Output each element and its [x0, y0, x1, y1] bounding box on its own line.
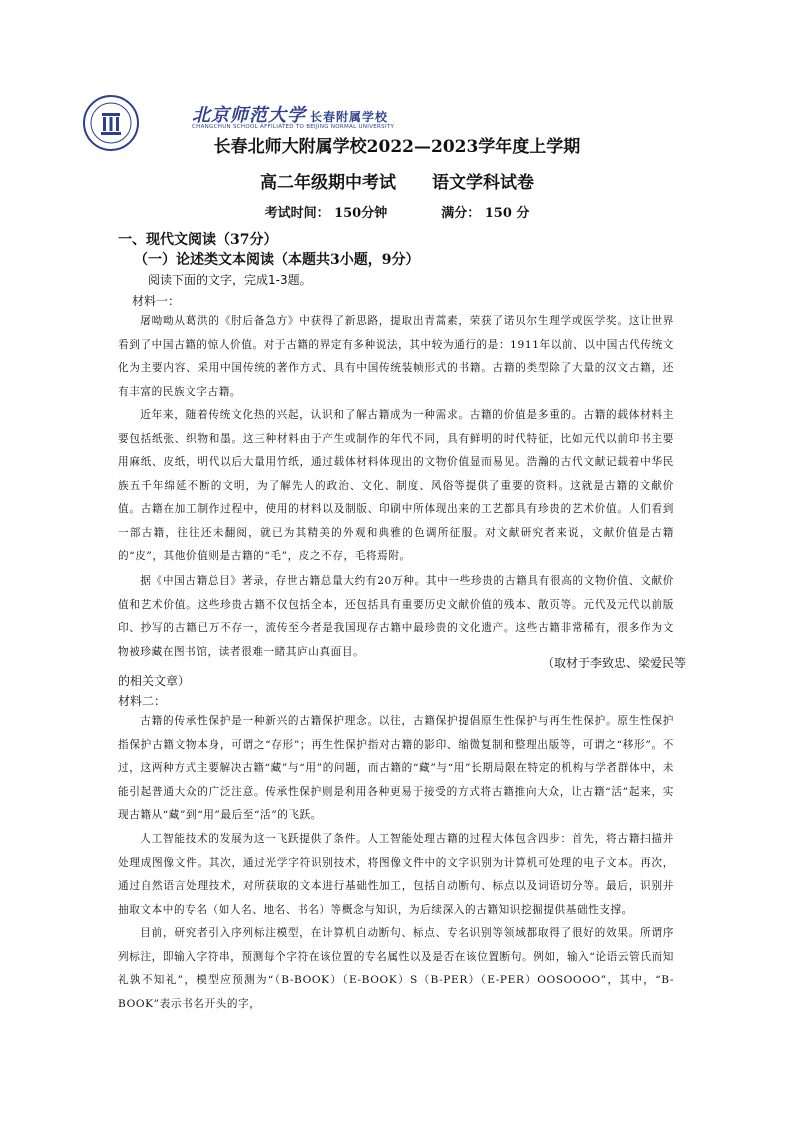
exam-info	[0, 202, 794, 221]
paragraph: 目前，研究者引入序列标注模型，在计算机自动断句、标点、专名识别等领域都取得了很好的效果。所谓序列标注，即输入字符串，预测每个字符在该位置的专名属性以及是否在该位置断句。例如，输入“论语云管氏而知礼孰不知礼”，模型应预测为“（B-BOOK）（E-BOOK）S（B-PER）（E-PER）OOSOOOO”，其中，“B-BOOK”表示书名开头的字，	[118, 927, 674, 1010]
subsection-heading: （一）论述类文本阅读（本题共3小题，9分）	[134, 252, 420, 268]
source-note-continued: 的相关文章）	[118, 674, 191, 688]
exam-subject: 语文学科试卷	[432, 173, 534, 193]
material1-label: 材料一：	[132, 294, 181, 308]
paragraph: 人工智能技术的发展为这一飞跃提供了条件。人工智能处理古籍的过程大体包含四步：首先，将古籍扫描并处理成图像文件。其次，通过光学字符识别技术，将图像文件中的文字识别为计算机可处理的电子文本。再次，通过自然语言处理技术，对所获取的文本进行基础性加工，包括自动断句、标点以及词语切分等。最后，识别并抽取文本中的专名（如人名、地名、书名）等概念与知识，为后续深入的古籍知识挖掘提供基础性支撑。	[118, 833, 674, 916]
exam-name: 高二年级期中考试	[260, 173, 396, 193]
material2-label: 材料二：	[118, 694, 167, 708]
section-heading: 一、现代文阅读（37分）	[118, 232, 278, 248]
paragraph: 屠呦呦从葛洪的《肘后备急方》中获得了新思路，提取出青蒿素，荣获了诺贝尔生理学或医学奖。这让世界看到了中国古籍的惊人价值。对于古籍的界定有多种说法，其中较为通行的是：1911年以前、以中国古代传统文化为主要内容、采用中国传统的著作方式、具有中国传统装帧形式的书籍。古籍的类型除了大量的汉文古籍，还有丰富的民族文字古籍。	[118, 315, 674, 398]
school-logo-english: CHANGCHUN SCHOOL AFFILIATED TO BEIJING NORMAL UNIVERSITY	[192, 124, 395, 130]
school-logo-text: 北京师范大学 长春附属学校	[192, 105, 389, 126]
reading-instruction: 阅读下面的文字，完成1-3题。	[148, 273, 312, 287]
exam-time: 考试时间： 150分钟	[264, 206, 388, 221]
source-note: （取材于李致忠、梁爱民等	[541, 656, 686, 670]
school-title: 长春北师大附属学校2022—2023学年度上学期	[213, 137, 581, 157]
paragraph: 近年来，随着传统文化热的兴起，认识和了解古籍成为一种需求。古籍的价值是多重的。古籍的载体材料主要包括纸张、织物和墨。这三种材料由于产生或制作的年代不同，具有鲜明的时代特征，比如元代以前印书主要用麻纸、皮纸，明代以后大量用竹纸，通过载体材料体现出的文物价值显而易见。浩瀚的古代文献记载着中华民族五千年绵延不断的文明，为了解先人的政治、文化、制度、风俗等提供了重要的资料。这就是古籍的文献价值。古籍在加工制作过程中，使用的材料以及制版、印刷中所体现出来的工艺都具有珍贵的艺术价值。人们看到一部古籍，往往还未翻阅，就已为其精美的外观和典雅的色调所征服。对文献研究者来说，文献价值是古籍的“皮”，其他价值则是古籍的“毛”，皮之不存，毛将焉附。	[118, 409, 674, 562]
exam-title	[0, 168, 794, 193]
paragraph: 古籍的传承性保护是一种新兴的古籍保护理念。以往，古籍保护提倡原生性保护与再生性保护。原生性保护指保护古籍文物本身，可谓之“存形”；再生性保护指对古籍的影印、缩微复制和整理出版等，可谓之“移形”。不过，这两种方式主要解决古籍“藏”与“用”的问题，而古籍的“藏”与“用”长期局限在特定的机构与学者群体中，未能引起普通大众的广泛注意。传承性保护则是利用各种更易于接受的方式将古籍推向大众，让古籍“活”起来，实现古籍从“藏”到“用”最后至“活”的飞跃。	[118, 715, 674, 821]
exam-score: 满分： 150 分	[441, 206, 530, 221]
paragraph: 据《中国古籍总目》著录，存世古籍总量大约有20万种。其中一些珍贵的古籍具有很高的文物价值、文献价值和艺术价值。这些珍贵古籍不仅包括全本，还包括具有重要历史文献价值的残本、散页等。元代及元代以前版印、抄写的古籍已万不存一，流传至今者是我国现存古籍中最珍贵的文化遗产。这些古籍非常稀有，很多作为文物被珍藏在图书馆，读者很难一睹其庐山真面目。	[118, 575, 674, 658]
